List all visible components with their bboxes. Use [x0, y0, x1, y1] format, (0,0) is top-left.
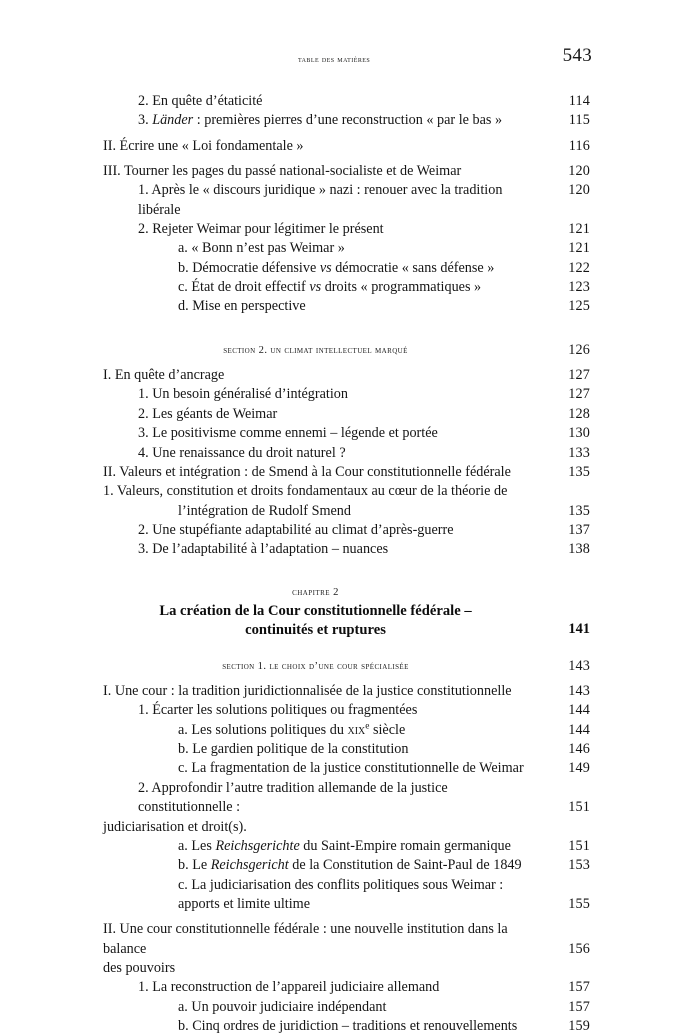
- toc-entry-page: 144: [568, 702, 590, 719]
- toc-entry-page: 115: [568, 112, 590, 129]
- toc-entry[interactable]: [103, 920, 590, 978]
- section-heading-label: section 1. le choix d’une cour spécialisée: [222, 660, 409, 672]
- toc-entry[interactable]: [103, 482, 590, 521]
- toc-entry[interactable]: [103, 876, 590, 915]
- italic-term: Länder: [152, 112, 194, 129]
- toc-entry[interactable]: [103, 424, 590, 443]
- toc-entry-label: b. Le gardien politique de la constitution: [178, 741, 409, 758]
- italic-term: Reichsgericht: [210, 857, 289, 874]
- toc-section-heading[interactable]: [103, 341, 590, 360]
- toc-entry-label: 2. Une stupéfiante adaptabilité au climat d’après-guerre: [138, 521, 454, 538]
- toc-entry-page: 123: [568, 279, 590, 296]
- toc-entry-page: 146: [568, 741, 590, 758]
- toc-entry-label: 1. La reconstruction de l’appareil judiciaire allemand: [138, 979, 440, 996]
- toc-entry-page: 159: [568, 1017, 590, 1034]
- toc-entry-label: 2. Rejeter Weimar pour légitimer le présent: [138, 221, 384, 238]
- toc-entry-page: 122: [568, 259, 590, 276]
- toc-entry[interactable]: [103, 92, 590, 111]
- toc-entry[interactable]: [103, 1017, 590, 1036]
- toc-entry-label: c. La fragmentation de la justice constitutionnelle de Weimar: [178, 760, 524, 777]
- toc-entry[interactable]: [103, 239, 590, 258]
- toc-entry[interactable]: [103, 779, 590, 837]
- toc-entry-page: 151: [568, 799, 590, 816]
- toc-entry[interactable]: [103, 297, 590, 316]
- toc-entry-page: 133: [568, 444, 590, 461]
- running-head-title: table des matières: [298, 54, 371, 64]
- toc-entry-page: 138: [568, 541, 590, 558]
- toc-entry-label: 1. Valeurs, constitution et droits fondamentaux au cœur de la théorie de l’intégration de Rudolf Smend: [103, 483, 508, 519]
- toc-entry-label: 1. Un besoin généralisé d’intégration: [138, 386, 348, 403]
- toc-entry[interactable]: [103, 137, 590, 156]
- toc-entry[interactable]: [103, 162, 590, 181]
- toc-entry-label: 3. De l’adaptabilité à l’adaptation – nuances: [138, 541, 389, 558]
- toc-entry-page: 130: [568, 425, 590, 442]
- toc-entry-page: 149: [568, 760, 590, 777]
- toc-entry[interactable]: [103, 366, 590, 385]
- toc-entry[interactable]: [103, 978, 590, 997]
- chapter-heading[interactable]: [103, 584, 590, 641]
- toc-entry-page: 121: [568, 240, 590, 257]
- toc-entry[interactable]: [103, 385, 590, 404]
- italic-term: vs: [309, 279, 322, 296]
- toc-entry-page: 151: [568, 837, 590, 854]
- italic-term: Reichsgerichte: [215, 837, 300, 854]
- toc-entry[interactable]: [103, 740, 590, 759]
- toc-entry[interactable]: [103, 540, 590, 559]
- section-heading-page: 143: [568, 657, 590, 674]
- toc-entry[interactable]: [103, 405, 590, 424]
- page-folio: 543: [562, 45, 592, 66]
- toc-entry-page: 143: [568, 683, 590, 700]
- toc-entry-page: 155: [568, 895, 590, 912]
- toc-entry-page: 127: [568, 386, 590, 403]
- toc-entry[interactable]: [103, 521, 590, 540]
- toc-entry-label: b. Cinq ordres de juridiction – traditions et renouvellements: [178, 1017, 518, 1034]
- toc-entry-page: 120: [568, 163, 590, 180]
- toc-entry-page: 153: [568, 857, 590, 874]
- italic-term: vs: [319, 259, 332, 276]
- toc-entry[interactable]: [103, 856, 590, 875]
- toc-entry-page: 127: [568, 367, 590, 384]
- toc-entry-label: 2. En quête d’étaticité: [138, 93, 263, 109]
- ordinal-suffix: e: [365, 721, 370, 732]
- toc-entry-label: a. Un pouvoir judiciaire indépendant: [178, 998, 387, 1015]
- toc-entry[interactable]: [103, 721, 590, 740]
- toc-entry-label: III. Tourner les pages du passé national-socialiste et de Weimar: [103, 163, 462, 180]
- toc-entry[interactable]: [103, 682, 590, 701]
- toc-entry-page: 135: [568, 463, 590, 480]
- toc-entry-label: d. Mise en perspective: [178, 298, 306, 315]
- section-heading-label: section 2. un climat intellectuel marqué: [223, 344, 408, 356]
- toc-entry-page: 116: [568, 137, 590, 154]
- toc-entry-label: 2. Les géants de Weimar: [138, 405, 278, 422]
- toc-entry-page: 120: [568, 182, 590, 199]
- toc-entry-page: 156: [568, 940, 590, 957]
- toc-entry[interactable]: [103, 220, 590, 239]
- toc-entry-page: 121: [568, 221, 590, 238]
- toc-entry-label: II. Écrire une « Loi fondamentale »: [103, 137, 304, 154]
- toc-entry-label: I. En quête d’ancrage: [103, 367, 225, 384]
- toc-entry-page: 137: [568, 521, 590, 538]
- toc-entry-page: 128: [568, 405, 590, 422]
- toc-entry-label: b. Le Reichsgericht de la Constitution de Saint-Paul de 1849: [178, 857, 522, 874]
- toc-section-heading[interactable]: [103, 657, 590, 676]
- toc-entry-label: 1. Après le « discours juridique » nazi : renouer avec la tradition libérale: [138, 182, 503, 218]
- toc-entry-label: c. État de droit effectif vs droits « programmatiques »: [178, 279, 482, 296]
- toc-entry[interactable]: [103, 181, 590, 220]
- toc-entry-label: 2. Approfondir l’autre tradition allemande de la justice constitutionnelle : judiciarisation et droit(s).: [103, 779, 448, 835]
- toc-entry-label: a. Les solutions politiques du xix$^e$ siècle: [178, 721, 406, 738]
- section-heading-page: 126: [568, 341, 590, 358]
- toc-entry-label: 3. Länder : premières pierres d’une reconstruction « par le bas »: [138, 112, 503, 129]
- running-head: [92, 45, 592, 74]
- chapter-title: La création de la Cour constitutionnelle fédérale – continuités et ruptures: [159, 602, 472, 639]
- toc-entry-label: II. Valeurs et intégration : de Smend à la Cour constitutionnelle fédérale: [103, 463, 511, 480]
- toc-entry[interactable]: [103, 111, 590, 130]
- toc-entry[interactable]: [103, 837, 590, 856]
- toc-entry-page: 157: [568, 998, 590, 1015]
- toc-entry-label: a. Les Reichsgerichte du Saint-Empire romain germanique: [178, 837, 511, 854]
- toc-entry[interactable]: [103, 444, 590, 463]
- spacer: [103, 317, 590, 341]
- chapter-page: 141: [568, 620, 590, 637]
- toc-entry-label: 3. Le positivisme comme ennemi – légende et portée: [138, 425, 438, 442]
- toc-entry-label: a. « Bonn n’est pas Weimar »: [178, 240, 345, 257]
- toc-entry-label: II. Une cour constitutionnelle fédérale : une nouvelle institution dans la balance des pouvoirs: [103, 921, 508, 976]
- toc-entry-page: 144: [568, 721, 590, 738]
- toc-entry-label: I. Une cour : la tradition juridictionnalisée de la justice constitutionnelle: [103, 683, 512, 700]
- toc-entry[interactable]: [103, 463, 590, 482]
- toc-entry[interactable]: [103, 278, 590, 297]
- toc-entry-page: 114: [568, 93, 590, 109]
- toc-entry[interactable]: [103, 259, 590, 278]
- toc-entry-label: 4. Une renaissance du droit naturel ?: [138, 444, 346, 461]
- table-of-contents: [103, 92, 590, 1036]
- toc-entry-page: 125: [568, 298, 590, 315]
- chapter-label: chapitre 2: [292, 586, 339, 598]
- toc-entry-page: 135: [568, 502, 590, 519]
- toc-entry[interactable]: [103, 701, 590, 720]
- toc-entry-label: 1. Écarter les solutions politiques ou fragmentées: [138, 702, 418, 719]
- toc-entry-label: b. Démocratie défensive vs démocratie « sans défense »: [178, 259, 495, 276]
- spacer: [103, 560, 590, 584]
- toc-entry[interactable]: [103, 759, 590, 778]
- toc-entry-label: c. La judiciarisation des conflits politiques sous Weimar : apports et limite ultime: [178, 876, 504, 912]
- toc-entry-page: 157: [568, 979, 590, 996]
- toc-entry[interactable]: [103, 998, 590, 1017]
- small-caps-numeral: xix: [347, 721, 366, 738]
- spacer: [103, 641, 590, 657]
